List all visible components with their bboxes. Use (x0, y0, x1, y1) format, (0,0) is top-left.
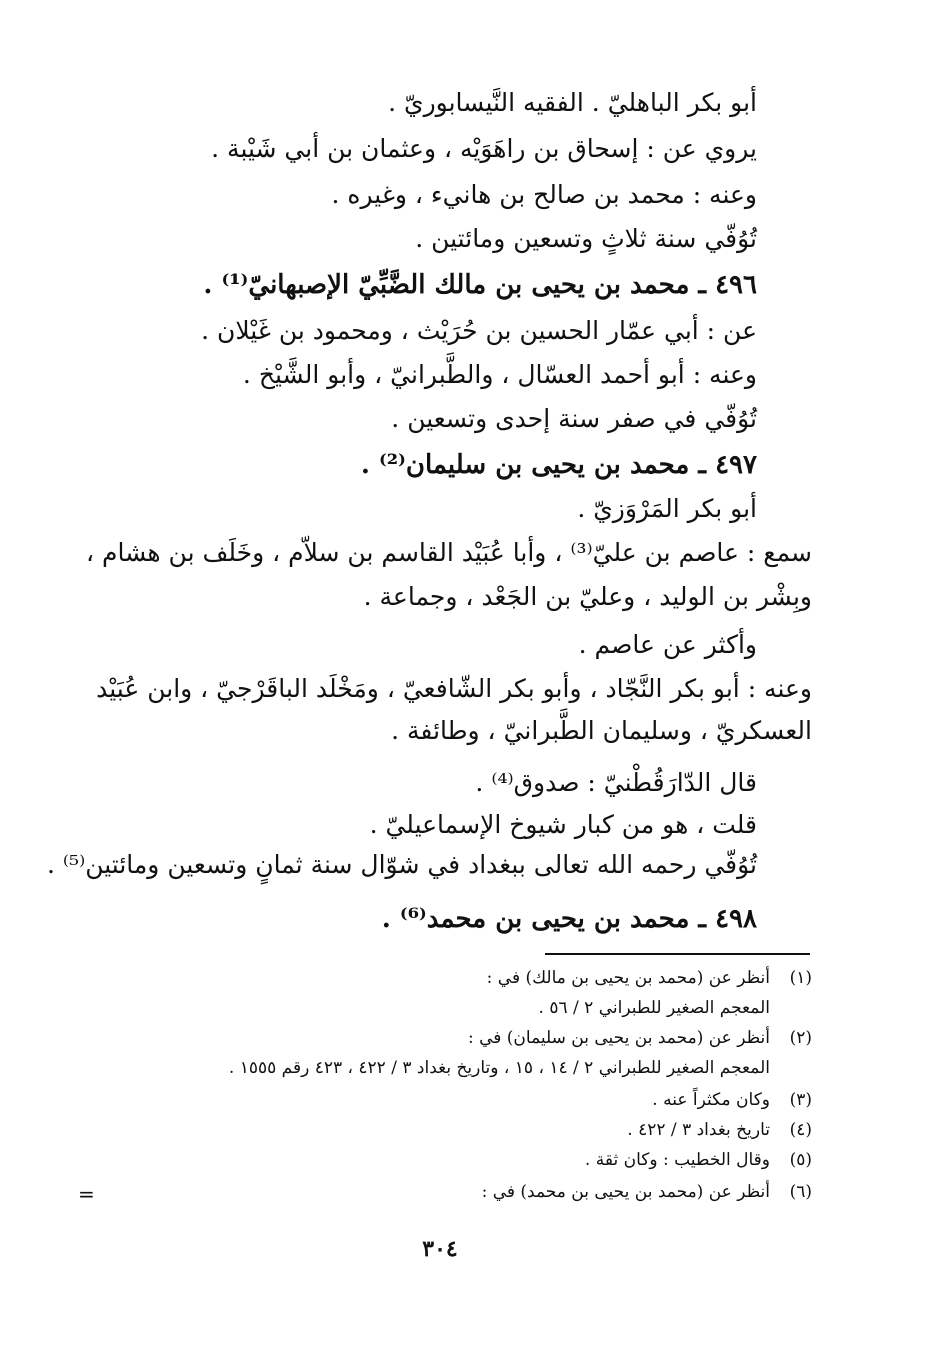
text-line: أبو بكر المَرْوَزيّ . (577, 494, 757, 523)
footnote-text: أنظر عن (محمد بن يحيى بن سليمان) في : (467, 1028, 770, 1048)
footnote-text: وكان مكثراً عنه . (652, 1090, 770, 1110)
entry-heading-498: ٤٩٨ ـ محمد بن يحيى بن محمد⁽⁶⁾ . (381, 904, 757, 934)
footnote-text: المعجم الصغير للطبراني ٢ / ١٤ ، ١٥ ، وتاريخ بغداد ٣ / ٤٢٢ ، ٤٢٣ رقم ١٥٥٥ . (228, 1058, 770, 1078)
continuation-mark: = (78, 1182, 95, 1206)
footnote-text: أنظر عن (محمد بن يحيى بن مالك) في : (486, 968, 770, 988)
text-line: تُوُفّي في صفر سنة إحدى وتسعين . (391, 404, 757, 433)
text-line: وأكثر عن عاصم . (578, 630, 757, 659)
footnote-number: (٢) (789, 1028, 812, 1048)
text-line: وعنه : أبو بكر النَّجّاد ، وأبو بكر الشّافعيّ ، ومَخْلَد الباقَرْجيّ ، وابن عُبَيْد (96, 674, 812, 703)
footnote-number: (٥) (789, 1150, 812, 1170)
text-line: وبِشْر بن الوليد ، وعليّ بن الجَعْد ، وجماعة . (363, 582, 812, 611)
entry-heading-496: ٤٩٦ ـ محمد بن يحيى بن مالك الضَّبِّيّ الإصبهانيّ⁽¹⁾ . (203, 270, 757, 300)
page-number: ٣٠٤ (422, 1236, 458, 1262)
footnote-text: وقال الخطيب : وكان ثقة . (584, 1150, 770, 1170)
text-line: يروي عن : إسحاق بن راهَوَيْه ، وعثمان بن أبي شَيْبة . (211, 134, 757, 163)
text-line: عن : أبي عمّار الحسين بن حُرَيْث ، ومحمود بن غَيْلان . (201, 316, 757, 345)
text-line: العسكريّ ، وسليمان الطَّبرانيّ ، وطائفة . (391, 716, 812, 745)
footnote-number: (٦) (789, 1182, 812, 1202)
footnote-text: تاريخ بغداد ٣ / ٤٢٢ . (627, 1120, 770, 1140)
text-line: تُوُفّي رحمه الله تعالى ببغداد في شوّال سنة ثمانٍ وتسعين ومائتين⁽⁵⁾ . (47, 850, 757, 879)
footnote-text: أنظر عن (محمد بن يحيى بن محمد) في : (481, 1182, 770, 1202)
text-line: قلت ، هو من كبار شيوخ الإسماعيليّ . (369, 810, 757, 839)
footnote-number: (١) (789, 968, 812, 988)
footnote-number: (٣) (789, 1090, 812, 1110)
entry-heading-497: ٤٩٧ ـ محمد بن يحيى بن سليمان⁽²⁾ . (360, 450, 757, 480)
text-line: وعنه : أبو أحمد العسّال ، والطَّبرانيّ ، وأبو الشَّيْخ . (242, 360, 757, 389)
text-line: تُوُفّي سنة ثلاثٍ وتسعين ومائتين . (415, 224, 757, 253)
text-line: أبو بكر الباهليّ . الفقيه النَّيسابوريّ . (388, 88, 757, 117)
footnote-text: المعجم الصغير للطبراني ٢ / ٥٦ . (538, 998, 770, 1018)
text-line: وعنه : محمد بن صالح بن هانيء ، وغيره . (331, 180, 757, 209)
text-line: سمع : عاصم بن عليّ⁽³⁾ ، وأبا عُبَيْد القاسم بن سلاّم ، وخَلَف بن هشام ، (86, 538, 812, 567)
text-line: قال الدّارَقُطْنيّ : صدوق⁽⁴⁾ . (475, 768, 757, 797)
footnote-separator (545, 953, 810, 955)
footnote-number: (٤) (789, 1120, 812, 1140)
